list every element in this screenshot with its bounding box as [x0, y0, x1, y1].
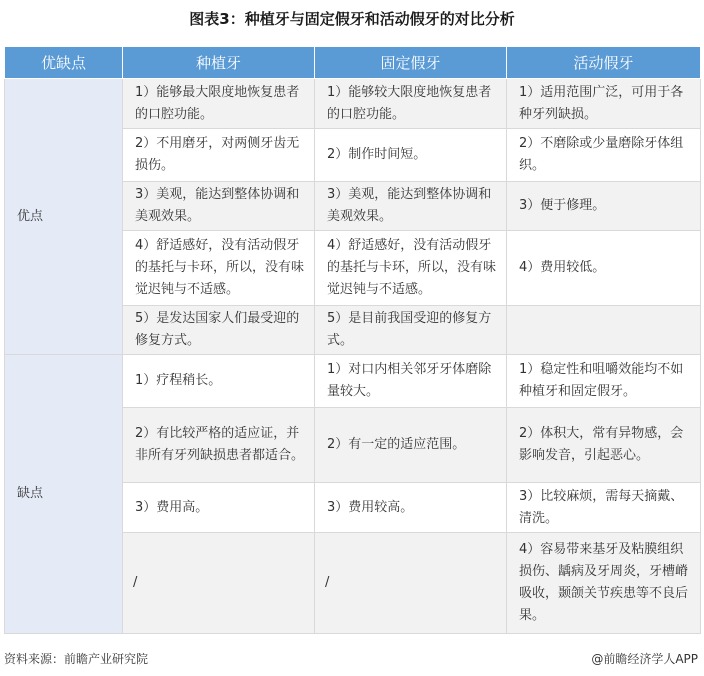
cell-implant: 5）是发达国家人们最受迎的修复方式。: [123, 306, 315, 355]
table-header-row: [5, 47, 701, 79]
cell-implant: 1）能够最大限度地恢复患者的口腔功能。: [123, 79, 315, 129]
cell-implant: 2）不用磨牙，对两侧牙齿无损伤。: [123, 129, 315, 182]
cell-implant: 2）有比较严格的适应证，并非所有牙列缺损患者都适合。: [123, 408, 315, 483]
cell-fixed: 1）能够较大限度地恢复患者的口腔功能。: [315, 79, 507, 129]
table-row: [5, 79, 701, 129]
header-pros-cons: 优缺点: [5, 47, 123, 79]
cell-fixed: 4）舒适感好，没有活动假牙的基托与卡环，所以，没有味觉迟钝与不适感。: [315, 231, 507, 306]
chart-title: 图表3：种植牙与固定假牙和活动假牙的对比分析: [189, 10, 515, 28]
cell-implant: /: [123, 533, 315, 634]
cell-implant: 4）舒适感好，没有活动假牙的基托与卡环，所以，没有味觉迟钝与不适感。: [123, 231, 315, 306]
group-pros: 优点: [5, 79, 123, 355]
cell-fixed: /: [315, 533, 507, 634]
cell-removable: 2）不磨除或少量磨除牙体组织。: [507, 129, 701, 182]
cell-removable: 2）体积大，常有异物感，会影响发音，引起恶心。: [507, 408, 701, 483]
header-fixed-denture: 固定假牙: [315, 47, 507, 79]
cell-fixed: 5）是目前我国受迎的修复方式。: [315, 306, 507, 355]
header-removable-denture: 活动假牙: [507, 47, 701, 79]
cell-removable: 3）便于修理。: [507, 182, 701, 231]
cell-removable: 4）费用较低。: [507, 231, 701, 306]
cell-fixed: 1）对口内相关邻牙牙体磨除量较大。: [315, 355, 507, 408]
comparison-table: [4, 46, 701, 634]
cell-implant: 3）美观，能达到整体协调和美观效果。: [123, 182, 315, 231]
cell-removable: 1）适用范围广泛，可用于各种牙列缺损。: [507, 79, 701, 129]
cell-fixed: 2）有一定的适应范围。: [315, 408, 507, 483]
table-row: [5, 355, 701, 408]
cell-implant: 3）费用高。: [123, 483, 315, 533]
cell-fixed: 3）费用较高。: [315, 483, 507, 533]
cell-removable: 1）稳定性和咀嚼效能均不如种植牙和固定假牙。: [507, 355, 701, 408]
source-note: 资料来源：前瞻产业研究院: [4, 652, 149, 666]
brand-note: @前瞻经济学人APP: [591, 652, 698, 666]
cell-implant: 1）疗程稍长。: [123, 355, 315, 408]
group-cons: 缺点: [5, 355, 123, 634]
cell-fixed: 3）美观，能达到整体协调和美观效果。: [315, 182, 507, 231]
cell-fixed: 2）制作时间短。: [315, 129, 507, 182]
cell-removable: 3）比较麻烦，需每天摘戴、清洗。: [507, 483, 701, 533]
cell-removable: 4）容易带来基牙及粘膜组织损伤、龋病及牙周炎，牙槽嵴吸收，颞颌关节疾患等不良后果。: [507, 533, 701, 634]
cell-removable: [507, 306, 701, 355]
header-implant: 种植牙: [123, 47, 315, 79]
